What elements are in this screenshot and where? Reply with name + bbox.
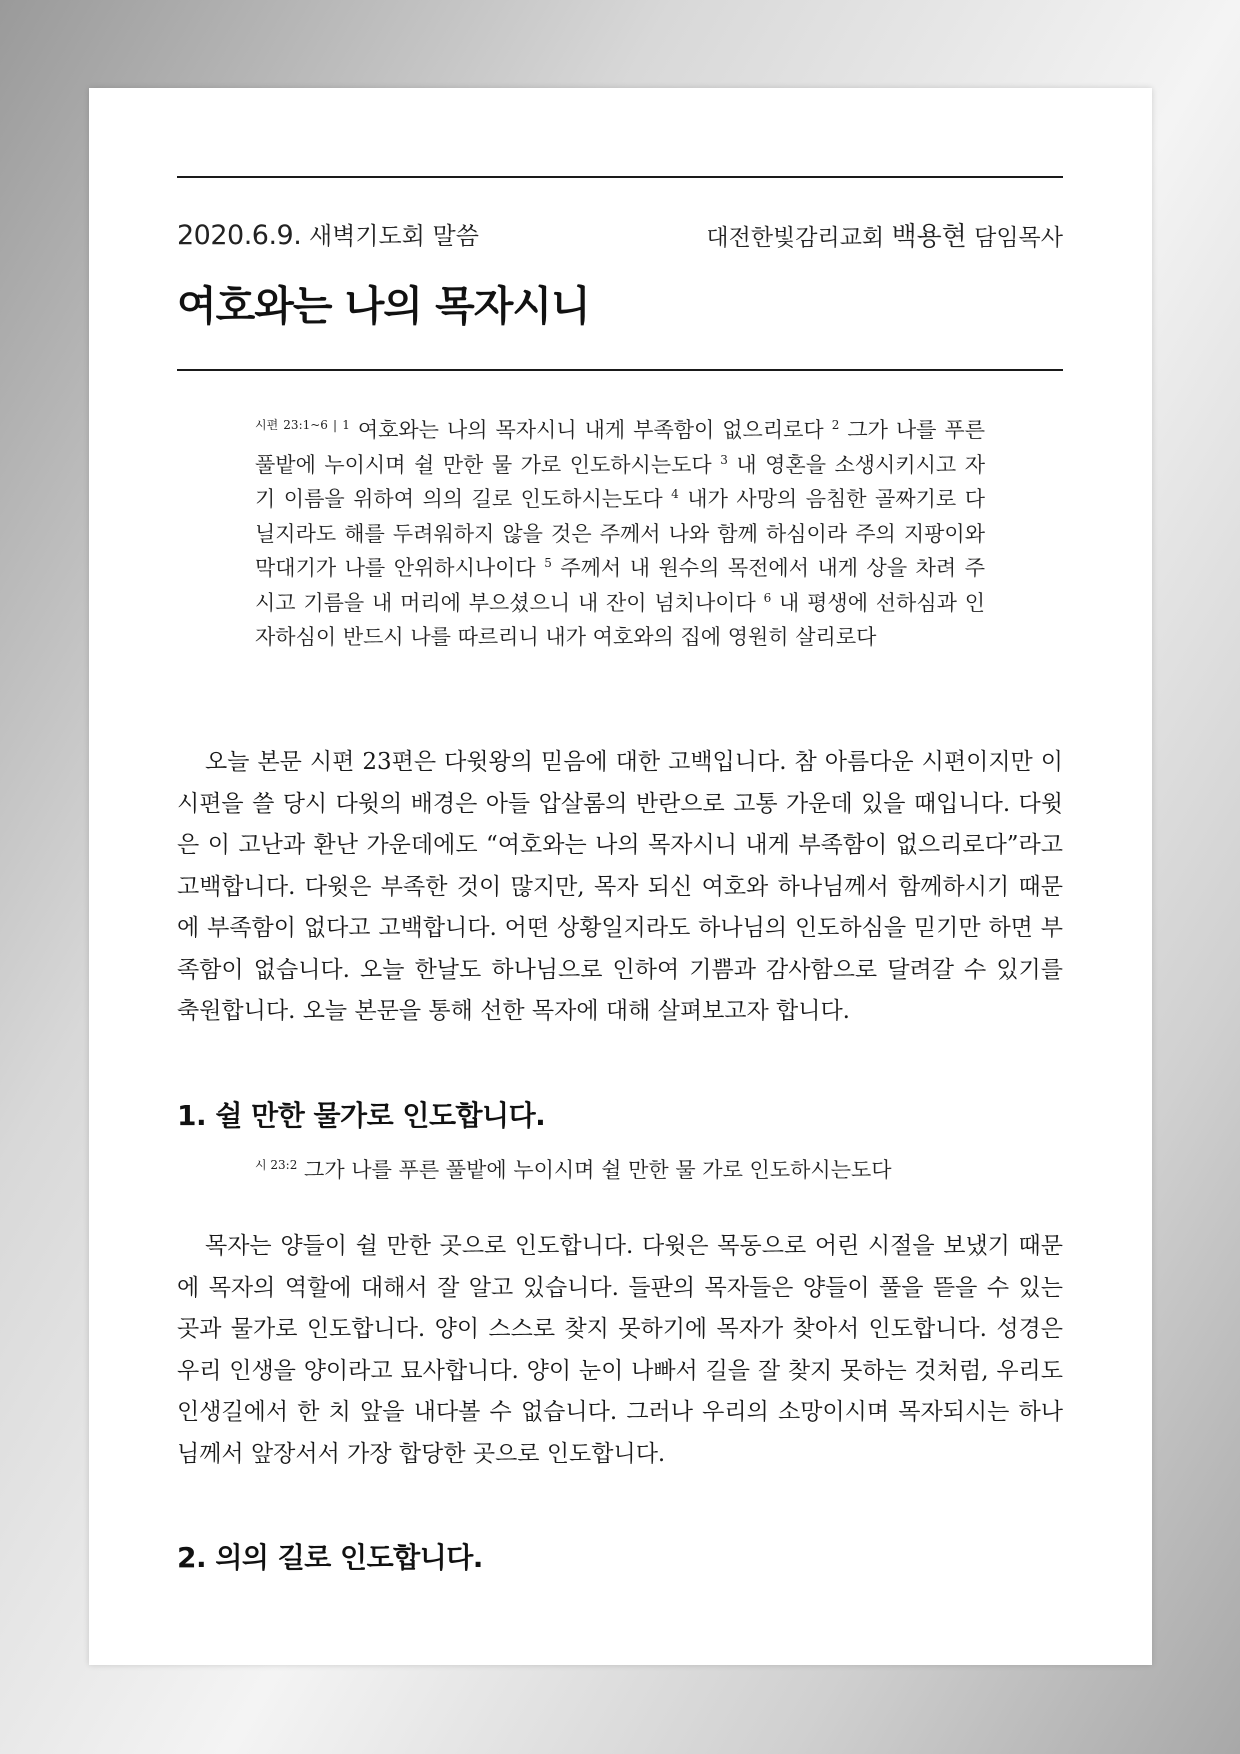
verse-number: 6 — [763, 590, 772, 605]
verse-number: 3 — [720, 452, 728, 467]
sermon-title: 여호와는 나의 목자시니 — [177, 282, 590, 330]
service-info — [177, 216, 479, 251]
verse-number: 5 — [544, 556, 552, 570]
section-1-body: 목자는 양들이 쉴 만한 곳으로 인도합니다. 다윗은 목동으로 어린 시절을 보냈기 때문에 목자의 역할에 대해서 잘 알고 있습니다. 들판의 목자들은 양들이 풀을 뜯을 수 있는 곳과 물가로 인도합니다. 양이 스스로 찾지 못하기에 목자가 찾아서 인도합니다. 성경은 우리 인생을 양이라고 묘사합니다. 양이 눈이 나빠서 길을 잘 찾지 못하는 것처럼, 우리도 인생길에서 한 치 앞을 내다볼 수 없습니다. 그러나 우리의 소망이시며 목자되시는 하나님께서 앞장서서 가장 합당한 곳으로 인도합니다. — [177, 1233, 1063, 1467]
verse-1: 여호와는 나의 목자시니 내게 부족함이 없으리로다 — [357, 418, 824, 442]
verse-5: 주께서 내 원수의 목전에서 내게 상을 차려 주시고 기름을 내 머리에 부으셨으니 내 잔이 넘치나이다 — [255, 556, 985, 615]
sermon-date: 2020.6.9. — [177, 220, 302, 251]
section-1-heading: 1. 쉴 만한 물가로 인도합니다. — [177, 1099, 546, 1132]
verse-6: 내 평생에 선하심과 인자하심이 반드시 나를 따르리니 내가 여호와의 집에 영원히 살리로다 — [255, 590, 985, 649]
church-name: 대전한빛감리교회 — [706, 225, 885, 251]
service-name: 새벽기도회 말씀 — [308, 222, 479, 250]
pastor-title: 담임목사 — [974, 225, 1063, 251]
verse-3: 내 영혼을 소생시키시고 자기 이름을 위하여 의의 길로 인도하시는도다 — [255, 452, 985, 511]
bottom-rule — [177, 369, 1063, 371]
section-1-verse — [255, 1154, 892, 1184]
verse-4: 내가 사망의 음침한 골짜기로 다닐지라도 해를 두려워하지 않을 것은 주께서 나와 함께 하심이라 주의 지팡이와 막대기가 나를 안위하시나이다 — [255, 487, 985, 580]
verse-text: 그가 나를 푸른 풀밭에 누이시며 쉴 만한 물 가로 인도하시는도다 — [304, 1158, 892, 1182]
scripture-passage — [255, 413, 985, 655]
top-rule — [177, 176, 1063, 178]
verse-2: 그가 나를 푸른 풀밭에 누이시며 쉴 만한 물 가로 인도하시는도다 — [255, 418, 985, 477]
document-page — [89, 88, 1152, 1665]
intro-paragraph: 오늘 본문 시편 23편은 다윗왕의 믿음에 대한 고백입니다. 참 아름다운 시편이지만 이 시편을 쓸 당시 다윗의 배경은 아들 압살롬의 반란으로 고통 가운데 있을 때입니다. 다윗은 이 고난과 환난 가운데에도 “여호와는 나의 목자시니 내게 부족함이 없으리로다”라고 고백합니다. 다윗은 부족한 것이 많지만, 목자 되신 여호와 하나님께서 함께하시기 때문에 부족함이 없다고 고백합니다. 어떤 상황일지라도 하나님의 인도하심을 믿기만 하면 부족함이 없습니다. 오늘 한날도 하나님으로 인하여 기쁨과 감사함으로 달려갈 수 있기를 축원합니다. 오늘 본문을 통해 선한 목자에 대해 살펴보고자 합니다. — [177, 749, 1063, 1024]
verse-reference: 시 23:2 — [255, 1158, 298, 1172]
verse-number: 4 — [671, 487, 679, 501]
scripture-reference: 시편 23:1~6 | 1 — [255, 418, 350, 432]
preacher-info — [706, 216, 1063, 253]
section-2-heading: 2. 의의 길로 인도합니다. — [177, 1541, 483, 1574]
pastor-name: 백용현 — [891, 222, 967, 252]
verse-number: 2 — [831, 418, 840, 432]
